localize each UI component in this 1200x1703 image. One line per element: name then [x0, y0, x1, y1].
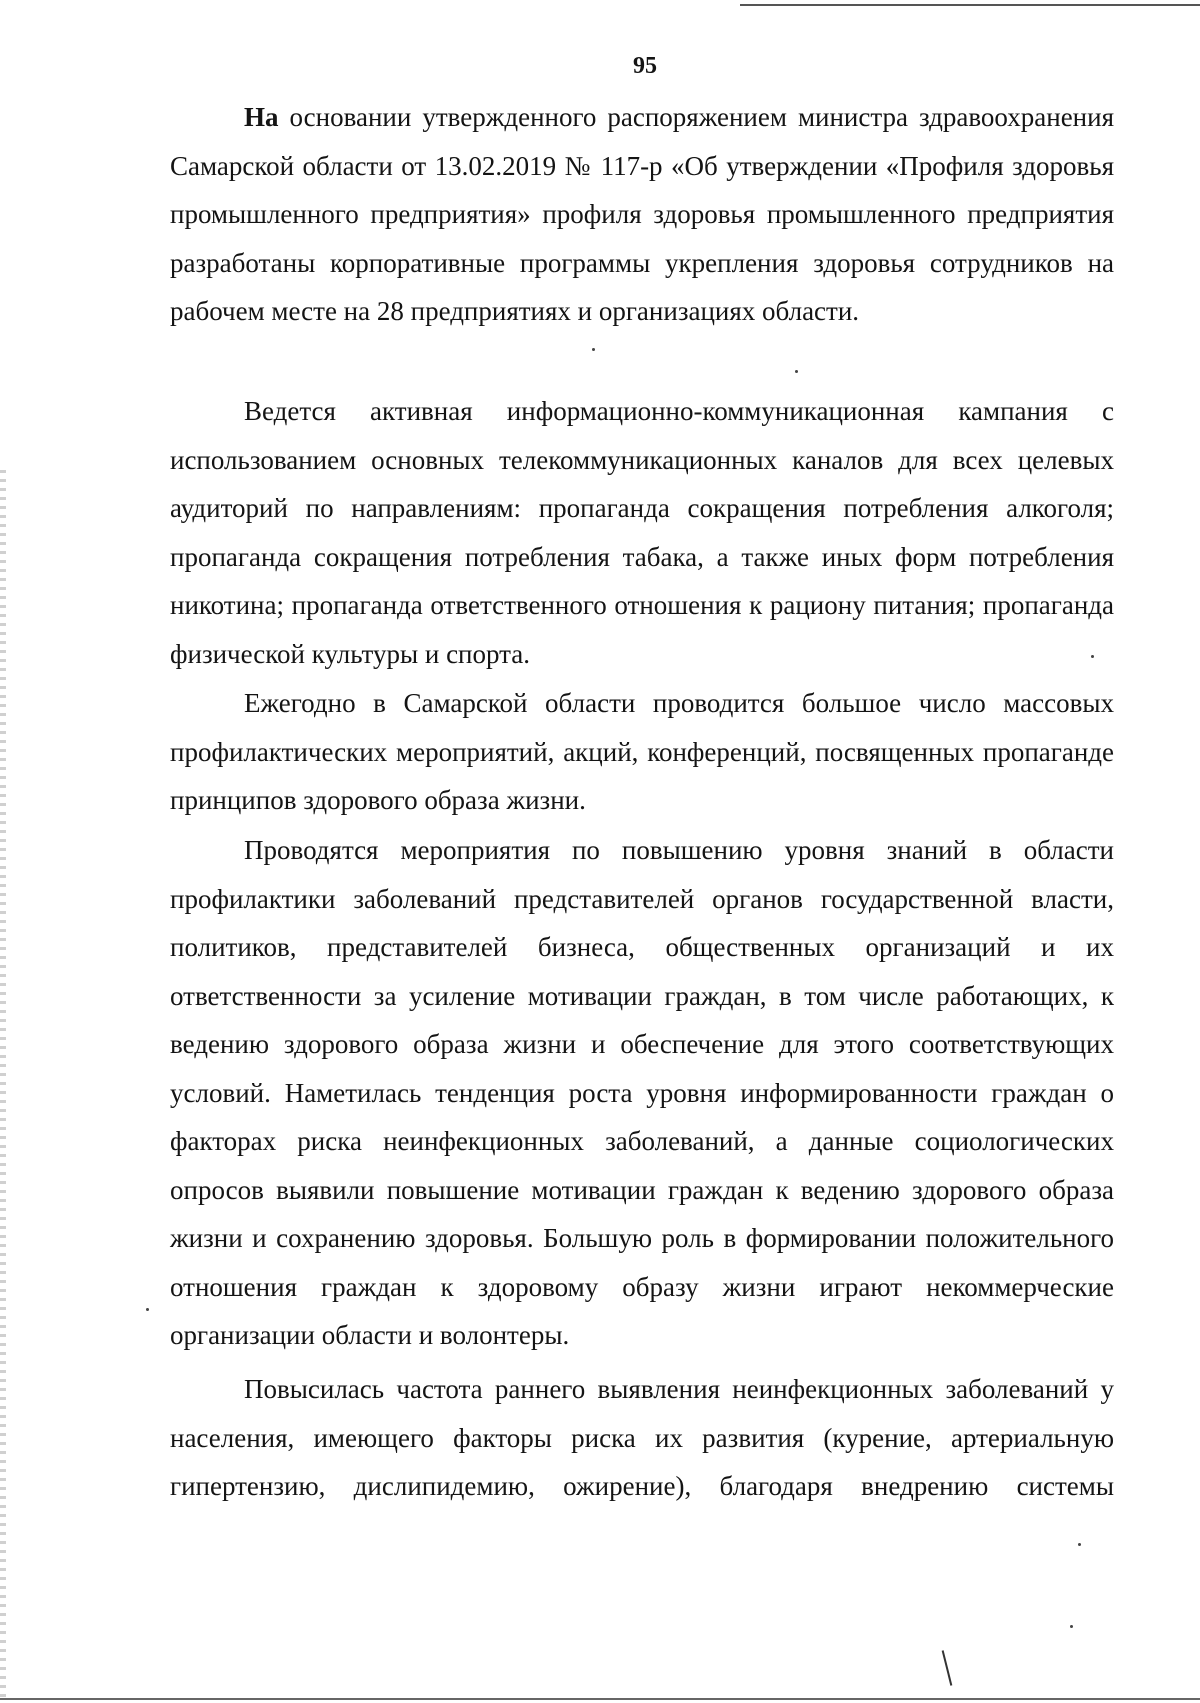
- scan-speck: [592, 348, 595, 351]
- scan-speck: [1070, 1625, 1073, 1628]
- paragraph-1-first-word: На: [244, 102, 279, 132]
- paragraph-1: [170, 93, 1114, 336]
- scan-pen-mark: [942, 1650, 953, 1685]
- page-number: 95: [633, 53, 657, 79]
- paragraph-4: Проводятся мероприятия по повышению уровня знаний в области профилактики заболеваний представителей органов государственной власти, политиков, представителей бизнеса, общественных организаций и их ответственности за усиление мотивации граждан, в том числе работающих, к ведению здорового образа жизни и обеспечение для этого соответствующих условий. Наметилась тенденция роста уровня информированности граждан о факторах риска неинфекционных заболеваний, а данные социологических опросов выявили повышение мотивации граждан к ведению здорового образа жизни и сохранению здоровья. Большую роль в формировании положительного отношения граждан к здоровому образу жизни играют некоммерческие организации области и волонтеры.: [170, 835, 1114, 1350]
- scan-speck: [146, 1308, 149, 1311]
- paragraph-5: Повысилась частота раннего выявления неинфекционных заболеваний у населения, имеющего факторы риска их развития (курение, артериальную гипертензию, дислипидемию, ожирение), благодаря внедрению системы: [170, 1374, 1114, 1501]
- scan-speck: [795, 370, 798, 373]
- scan-bottom-line: [0, 1698, 1200, 1700]
- paragraph-2: Ведется активная информационно-коммуникационная кампания с использованием основных телекоммуникационных каналов для всех целевых аудиторий по направлениям: пропаганда сокращения потребления алкоголя; пропаганда сокращения потребления табака, а также иных форм потребления никотина; пропаганда ответственного отношения к рациону питания; пропаганда физической культуры и спорта.: [170, 396, 1114, 669]
- scan-speck: [1078, 1543, 1081, 1546]
- paragraph-1-text: основании утвержденного распоряжением министра здравоохранения Самарской области от 13.02.2019 № 117-р «Об утверждении «Профиля здоровья промышленного предприятия» профиля здоровья промышленного предприятия разработаны корпоративные программы укрепления здоровья сотрудников на рабочем месте на 28 предприятиях и организациях области.: [170, 102, 1114, 326]
- scan-edge-left: [0, 470, 6, 1700]
- paragraph-3: Ежегодно в Самарской области проводится большое число массовых профилактических мероприятий, акций, конференций, посвященных пропаганде принципов здорового образа жизни.: [170, 688, 1114, 815]
- scan-top-line: [740, 4, 1200, 6]
